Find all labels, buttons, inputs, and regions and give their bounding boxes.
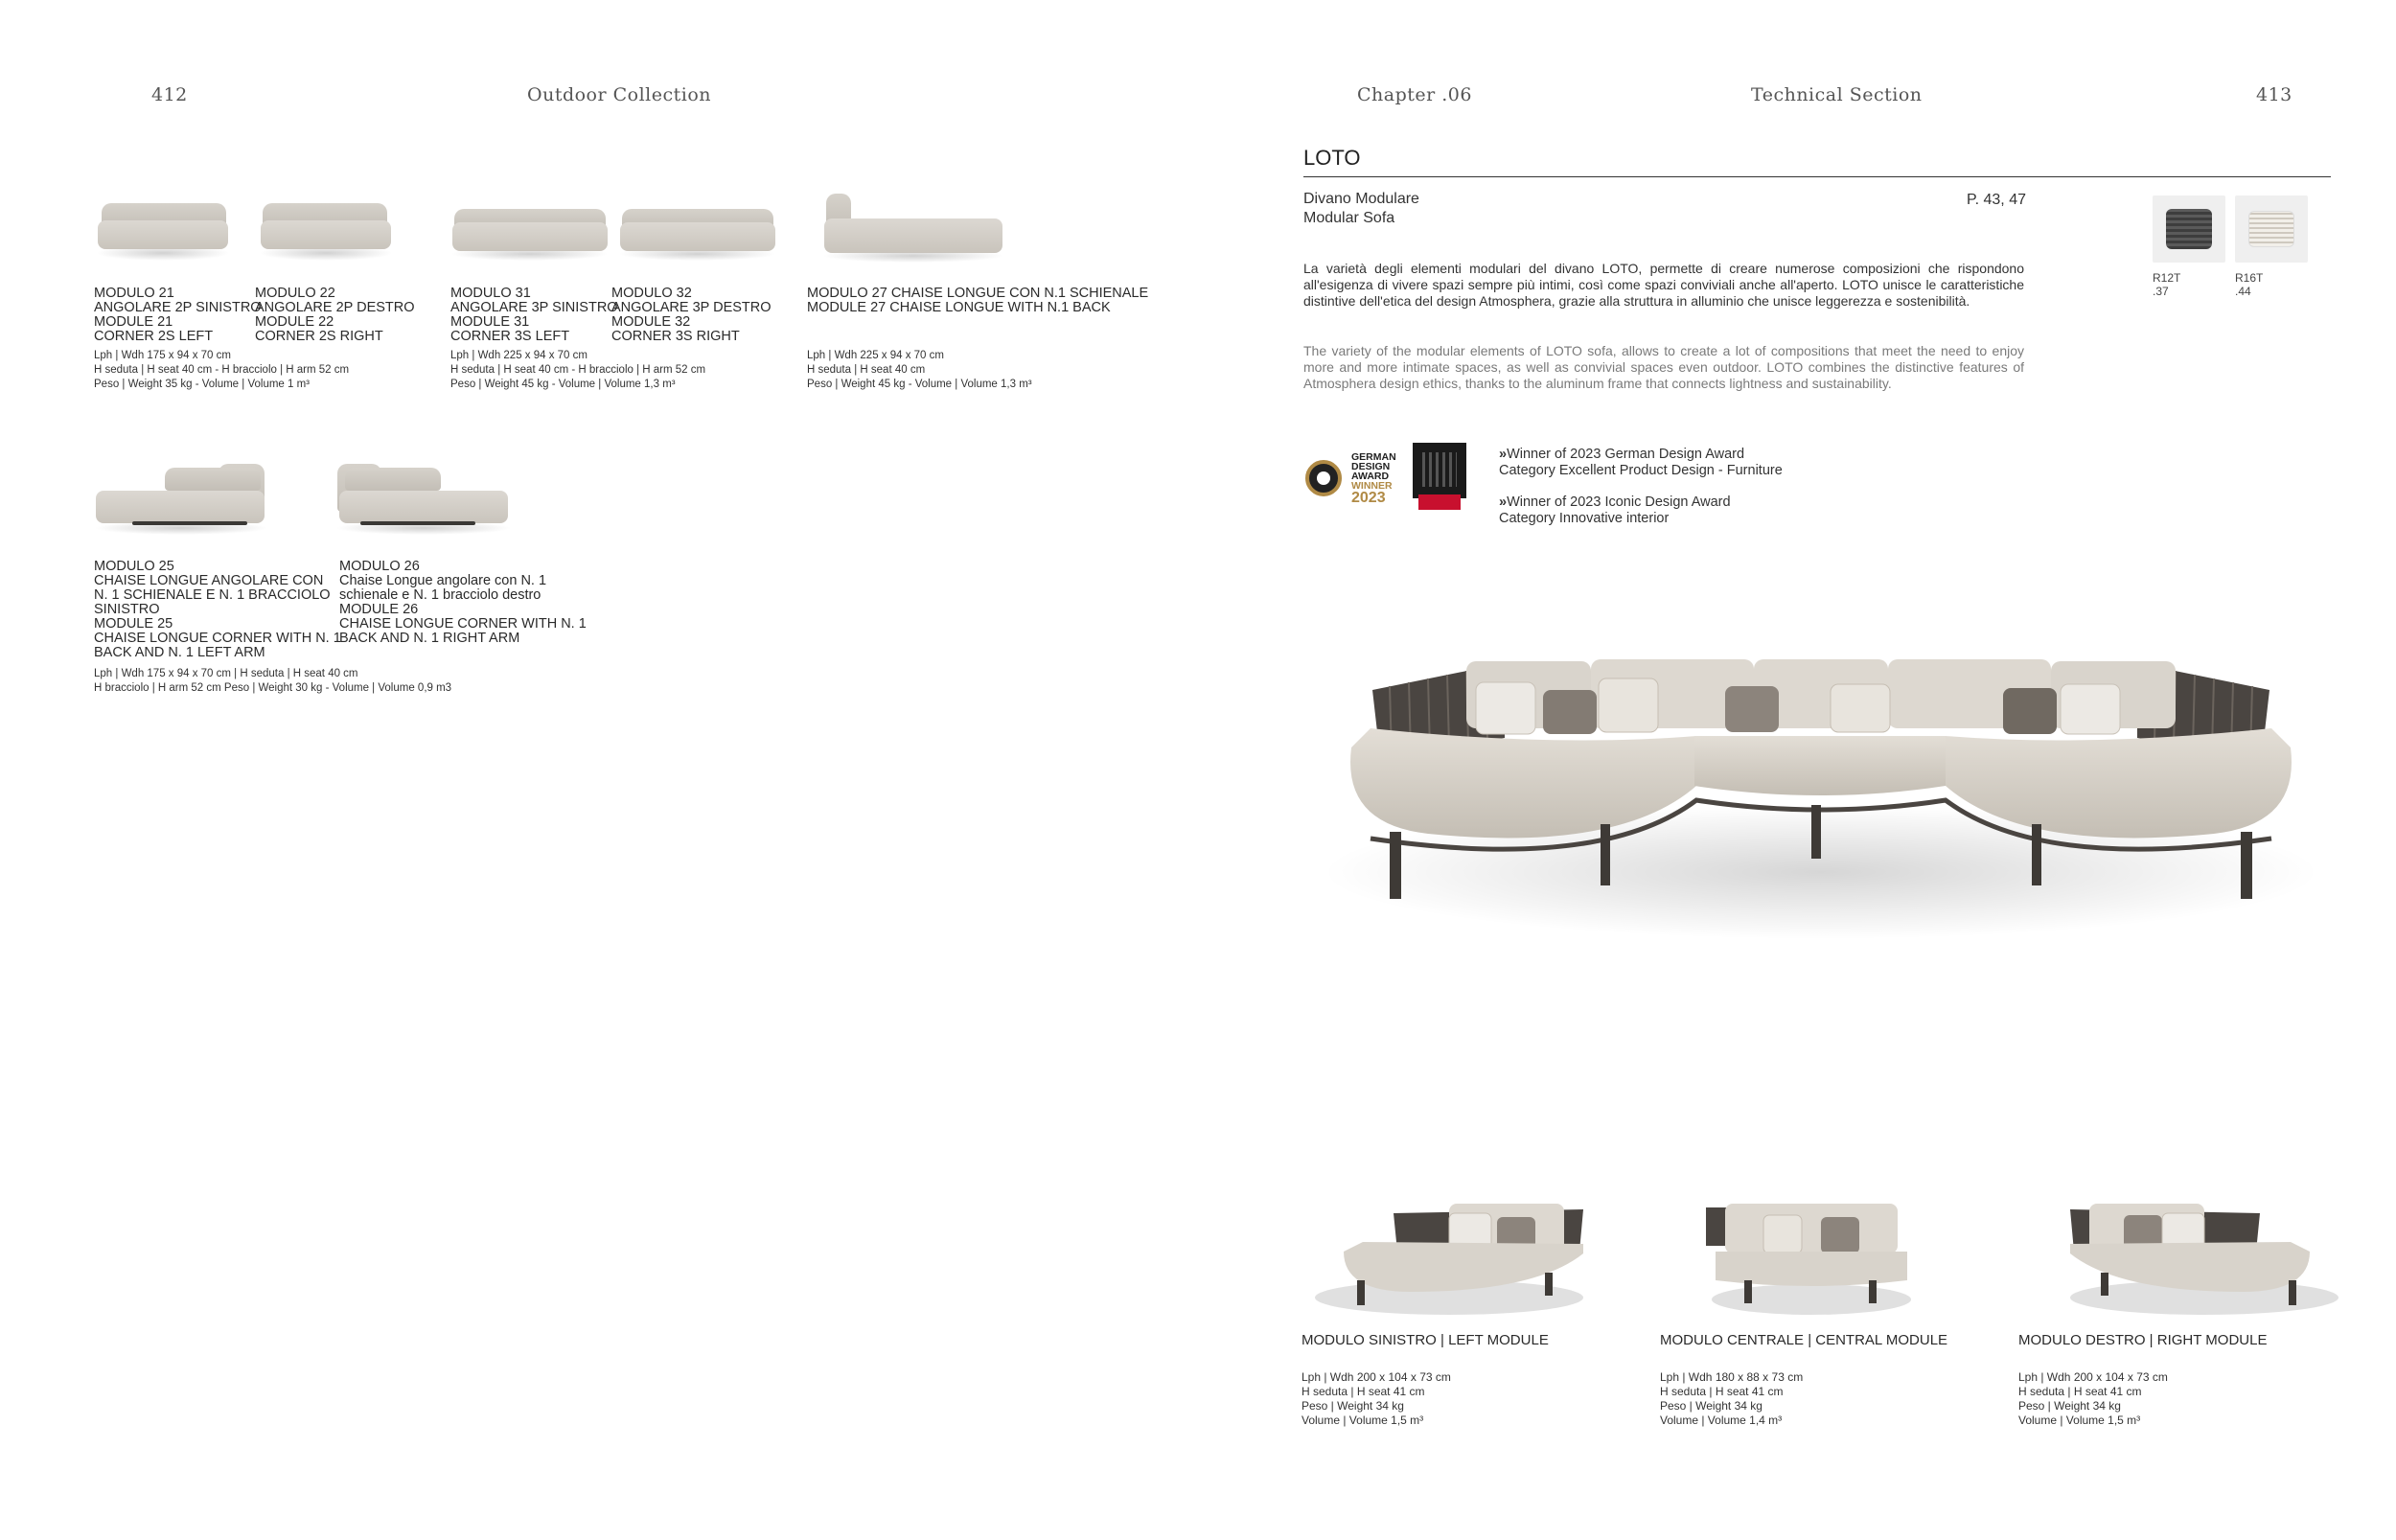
section-title: Technical Section [1751, 84, 1923, 105]
left-module-image [1305, 1184, 1593, 1319]
chapter-title: Chapter .06 [1357, 84, 1472, 105]
module-25-image [94, 464, 268, 533]
german-design-award-logo: GERMAN DESIGN AWARD WINNER 2023 [1305, 448, 1401, 510]
central-module-image [1706, 1188, 1917, 1319]
right-module-image [2061, 1184, 2348, 1319]
left-module-label: MODULO SINISTRO | LEFT MODULE [1302, 1332, 1549, 1348]
module-27-label: MODULO 27 CHAISE LONGUE CON N.1 SCHIENALE MODULE 27 CHAISE LONGUE WITH N.1 BACK [807, 286, 1149, 315]
iconic-award-logo [1413, 443, 1466, 519]
collection-title: Outdoor Collection [527, 84, 712, 105]
swatch-r16t [2235, 195, 2308, 263]
module-21-image [96, 199, 230, 257]
left-module-specs: Lph | Wdh 200 x 104 x 73 cm H seduta | H seat 41 cm Peso | Weight 34 kg Volume | Volume 1,5 m³ [1302, 1370, 1451, 1427]
award-german: »Winner of 2023 German Design Award Category Excellent Product Design - Furniture [1499, 447, 1783, 478]
page-number-right: 413 [2256, 84, 2292, 105]
swatch-r12t-label: R12T .37 [2153, 271, 2181, 298]
module-25-label: MODULO 25 CHAISE LONGUE ANGOLARE CON N. 1 SCHIENALE E N. 1 BRACCIOLO SINISTRO MODULE 25 CHAISE LONGUE CORNER WITH N. 1 BACK AND N. 1 LEFT ARM [94, 559, 341, 660]
module-22-image [259, 199, 393, 257]
description-italian: La varietà degli elementi modulari del divano LOTO, permette di creare numerose composizioni che rispondono all'esigenza di vivere spazi sempre più intimi, così come spazi conviviali anche all'aperto. LOTO unisce le caratteristiche distintive dell'etica del design Atmosphera, grazie alla struttura in alluminio che unisce leggerezza e sostenibilità. [1303, 261, 2024, 309]
module-22-label: MODULO 22 ANGOLARE 2P DESTRO MODULE 22 CORNER 2S RIGHT [255, 286, 415, 344]
module-32-image [618, 205, 776, 259]
module-27-image [822, 190, 1004, 261]
central-module-specs: Lph | Wdh 180 x 88 x 73 cm H seduta | H seat 41 cm Peso | Weight 34 kg Volume | Volume 1,4 m³ [1660, 1370, 1804, 1427]
product-subtitle: Divano Modulare Modular Sofa [1303, 191, 1419, 226]
module-31-image [450, 205, 609, 259]
module-31-32-specs: Lph | Wdh 225 x 94 x 70 cm H seduta | H seat 40 cm - H bracciolo | H arm 52 cm Peso | Weight 45 kg - Volume | Volume 1,3 m³ [450, 350, 706, 390]
description-english: The variety of the modular elements of LOTO sofa, allows to create a lot of compositions that meet the need to enjoy more and more intimate spaces, as well as convivial spaces even outdoor. LOTO combines the distinctive features of Atmosphera design ethics, thanks to the aluminum frame that connects lightness and sustainability. [1303, 343, 2024, 391]
swatch-r16t-label: R16T .44 [2235, 271, 2264, 298]
module-21-label: MODULO 21 ANGOLARE 2P SINISTRO MODULE 21 CORNER 2S LEFT [94, 286, 262, 344]
central-module-label: MODULO CENTRALE | CENTRAL MODULE [1660, 1332, 1948, 1348]
right-module-specs: Lph | Wdh 200 x 104 x 73 cm H seduta | H seat 41 cm Peso | Weight 34 kg Volume | Volume 1,5 m³ [2018, 1370, 2168, 1427]
module-21-22-specs: Lph | Wdh 175 x 94 x 70 cm H seduta | H seat 40 cm - H bracciolo | H arm 52 cm Peso | Weight 35 kg - Volume | Volume 1 m³ [94, 350, 350, 390]
page-number-left: 412 [151, 84, 188, 105]
swatch-r12t [2153, 195, 2225, 263]
product-pages: P. 43, 47 [1967, 192, 2026, 208]
module-27-specs: Lph | Wdh 225 x 94 x 70 cm H seduta | H seat 40 cm Peso | Weight 45 kg - Volume | Volume 1,3 m³ [807, 350, 1032, 390]
right-module-label: MODULO DESTRO | RIGHT MODULE [2018, 1332, 2268, 1348]
title-divider [1303, 176, 2331, 177]
module-26-label: MODULO 26 Chaise Longue angolare con N. 1 schienale e N. 1 bracciolo destro MODULE 26 CHAISE LONGUE CORNER WITH N. 1 BACK AND N. 1 RIGHT ARM [339, 559, 587, 646]
award-iconic: »Winner of 2023 Iconic Design Award Category Innovative interior [1499, 494, 1731, 526]
module-32-label: MODULO 32 ANGOLARE 3P DESTRO MODULE 32 CORNER 3S RIGHT [611, 286, 772, 344]
loto-sofa-composition [1313, 642, 2329, 958]
module-26-image [335, 464, 512, 533]
product-name: LOTO [1303, 146, 1361, 170]
module-31-label: MODULO 31 ANGOLARE 3P SINISTRO MODULE 31 CORNER 3S LEFT [450, 286, 618, 344]
module-25-26-specs: Lph | Wdh 175 x 94 x 70 cm | H seduta | H seat 40 cm H bracciolo | H arm 52 cm Peso | Weight 30 kg - Volume | Volume 0,9 m3 [94, 668, 452, 694]
